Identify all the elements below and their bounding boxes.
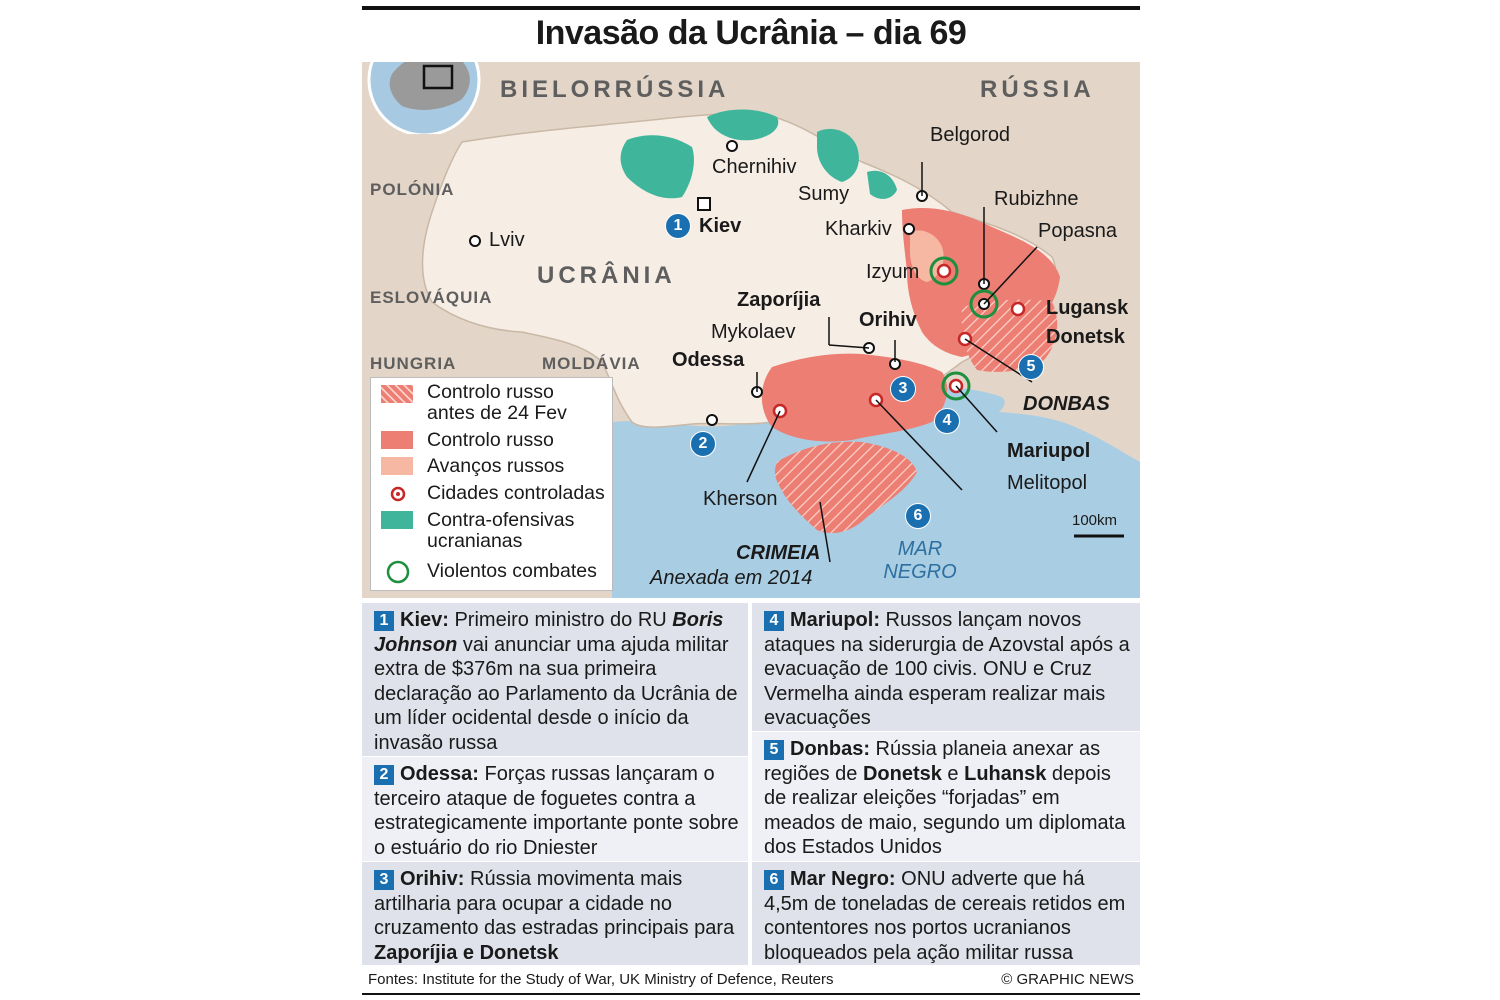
note-heading: Kiev:	[400, 609, 449, 631]
map-badge-4: 4	[934, 408, 960, 434]
note-number: 1	[374, 611, 394, 631]
page-title: Invasão da Ucrânia – dia 69	[535, 14, 967, 52]
sea-line-1: MAR	[897, 538, 943, 560]
note-panel-3	[362, 862, 748, 965]
note-heading: Orihiv:	[400, 868, 465, 890]
locator-globe	[362, 62, 482, 134]
city-belgorod: Belgorod	[930, 124, 1011, 146]
note-number: 4	[764, 611, 784, 631]
note-number: 2	[374, 765, 394, 785]
label-moldova: MOLDÁVIA	[542, 354, 641, 373]
city-rubizhne: Rubizhne	[994, 188, 1079, 210]
bottom-rule	[362, 993, 1140, 995]
label-hungary: HUNGRIA	[370, 354, 457, 373]
note-emphasis: Zaporíjia e Donetsk	[374, 941, 559, 964]
credit-text: © GRAPHIC NEWS	[1001, 971, 1134, 988]
note-text: Russos lançam novos ataques na siderurgia de Azovstal após a evacuação de 100 civis. ONU e Cruz Vermelha ainda esperam realizar mais evacuações	[764, 609, 1130, 729]
target-dot-icon	[389, 485, 407, 503]
note-emphasis: Luhansk	[964, 762, 1047, 785]
city-chernihiv: Chernihiv	[712, 156, 797, 178]
note-text: Rússia movimenta mais artilharia para ocupar a cidade no cruzamento das estradas principais para	[374, 868, 735, 939]
note-heading: Odessa:	[400, 763, 479, 785]
light-swatch-icon	[381, 457, 413, 475]
note-number: 3	[374, 870, 394, 890]
note-number: 6	[764, 870, 784, 890]
legend-text: Controlo russo	[427, 429, 554, 451]
legend-text: Avanços russos	[427, 455, 565, 477]
map-badge-3: 3	[890, 376, 916, 402]
note-panel-5	[752, 732, 1140, 861]
city-odessa: Odessa	[672, 349, 745, 371]
map-badge-1: 1	[665, 213, 691, 239]
legend-text-2: ucranianas	[427, 530, 523, 552]
top-rule	[362, 6, 1140, 10]
legend-text-2: antes de 24 Fev	[427, 402, 567, 424]
note-text: ONU adverte que há 4,5m de toneladas de cereais retidos em contentores nos portos ucranianos bloqueados pela ação militar russa	[764, 868, 1126, 964]
city-kharkiv: Kharkiv	[825, 218, 892, 240]
solid-swatch-icon	[381, 431, 413, 449]
city-popasna: Popasna	[1038, 220, 1117, 242]
note-text: vai anunciar uma ajuda militar extra de $376m na sua primeira declaração ao Parlamento da Ucrânia de um líder ocidental desde o início da invasão russa	[374, 633, 738, 754]
green-ring-icon	[385, 559, 411, 585]
note-emphasis: Donetsk	[862, 762, 942, 785]
map-legend	[370, 377, 613, 591]
note-panel-1	[362, 603, 748, 756]
note-panel-6	[752, 862, 1140, 965]
label-belarus: BIELORRÚSSIA	[500, 76, 730, 103]
city-donetsk: Donetsk	[1046, 326, 1125, 348]
legend-text: Controlo russo	[427, 381, 554, 403]
note-text: e	[941, 762, 965, 785]
city-kherson: Kherson	[703, 488, 778, 510]
label-ukraine: UCRÂNIA	[537, 262, 676, 289]
city-mariupol: Mariupol	[1007, 440, 1091, 462]
map-badge-6: 6	[905, 503, 931, 529]
city-mykolaev: Mykolaev	[711, 321, 796, 343]
note-panel-2	[362, 757, 748, 861]
legend-text: Violentos combates	[427, 560, 597, 582]
note-heading: Donbas:	[790, 738, 870, 760]
map-badge-5: 5	[1018, 354, 1044, 380]
note-emphasis: Boris Johnson	[374, 609, 724, 656]
region-donbas: DONBAS	[1023, 393, 1110, 415]
note-panel-4	[752, 603, 1140, 731]
city-izyum: Izyum	[866, 261, 920, 283]
note-text: Rússia planeia anexar as regiões de	[764, 738, 1101, 785]
note-text: Forças russas lançaram o terceiro ataque de foguetes contra a estrategicamente importante ponte sobre o estuário do rio Dniester	[374, 763, 739, 859]
city-kiev: Kiev	[699, 215, 742, 237]
label-poland: POLÓNIA	[370, 180, 455, 199]
city-lviv: Lviv	[489, 229, 525, 251]
legend-text: Cidades controladas	[427, 482, 605, 504]
note-heading: Mar Negro:	[790, 868, 896, 890]
sources-text: Fontes: Institute for the Study of War, UK Ministry of Defence, Reuters	[368, 971, 834, 988]
note-text: Primeiro ministro do RU	[448, 609, 673, 631]
teal-swatch-icon	[381, 511, 413, 529]
note-text: depois de realizar eleições “forjadas” em meados de maio, segundo um diplomata dos Estados Unidos	[764, 762, 1126, 858]
hatched-swatch-icon	[381, 385, 413, 403]
region-crimea: CRIMEIA	[736, 542, 821, 564]
city-lugansk: Lugansk	[1046, 297, 1129, 319]
city-zaporijia: Zaporíjia	[737, 289, 821, 311]
legend-text: Contra-ofensivas	[427, 509, 575, 531]
note-heading: Mariupol:	[790, 609, 880, 631]
footer	[362, 968, 1140, 992]
crimea-annex-note: Anexada em 2014	[650, 567, 813, 589]
note-number: 5	[764, 740, 784, 760]
city-orihiv: Orihiv	[859, 309, 917, 331]
label-russia: RÚSSIA	[980, 76, 1095, 103]
city-sumy: Sumy	[798, 183, 850, 205]
map-badge-2: 2	[690, 431, 716, 457]
label-black-sea	[880, 538, 960, 584]
scale-label: 100km	[1072, 512, 1118, 529]
label-slovakia: ESLOVÁQUIA	[370, 288, 493, 307]
sea-line-2: NEGRO	[883, 561, 957, 583]
city-melitopol: Melitopol	[1007, 472, 1088, 494]
capital-marker	[698, 198, 710, 210]
